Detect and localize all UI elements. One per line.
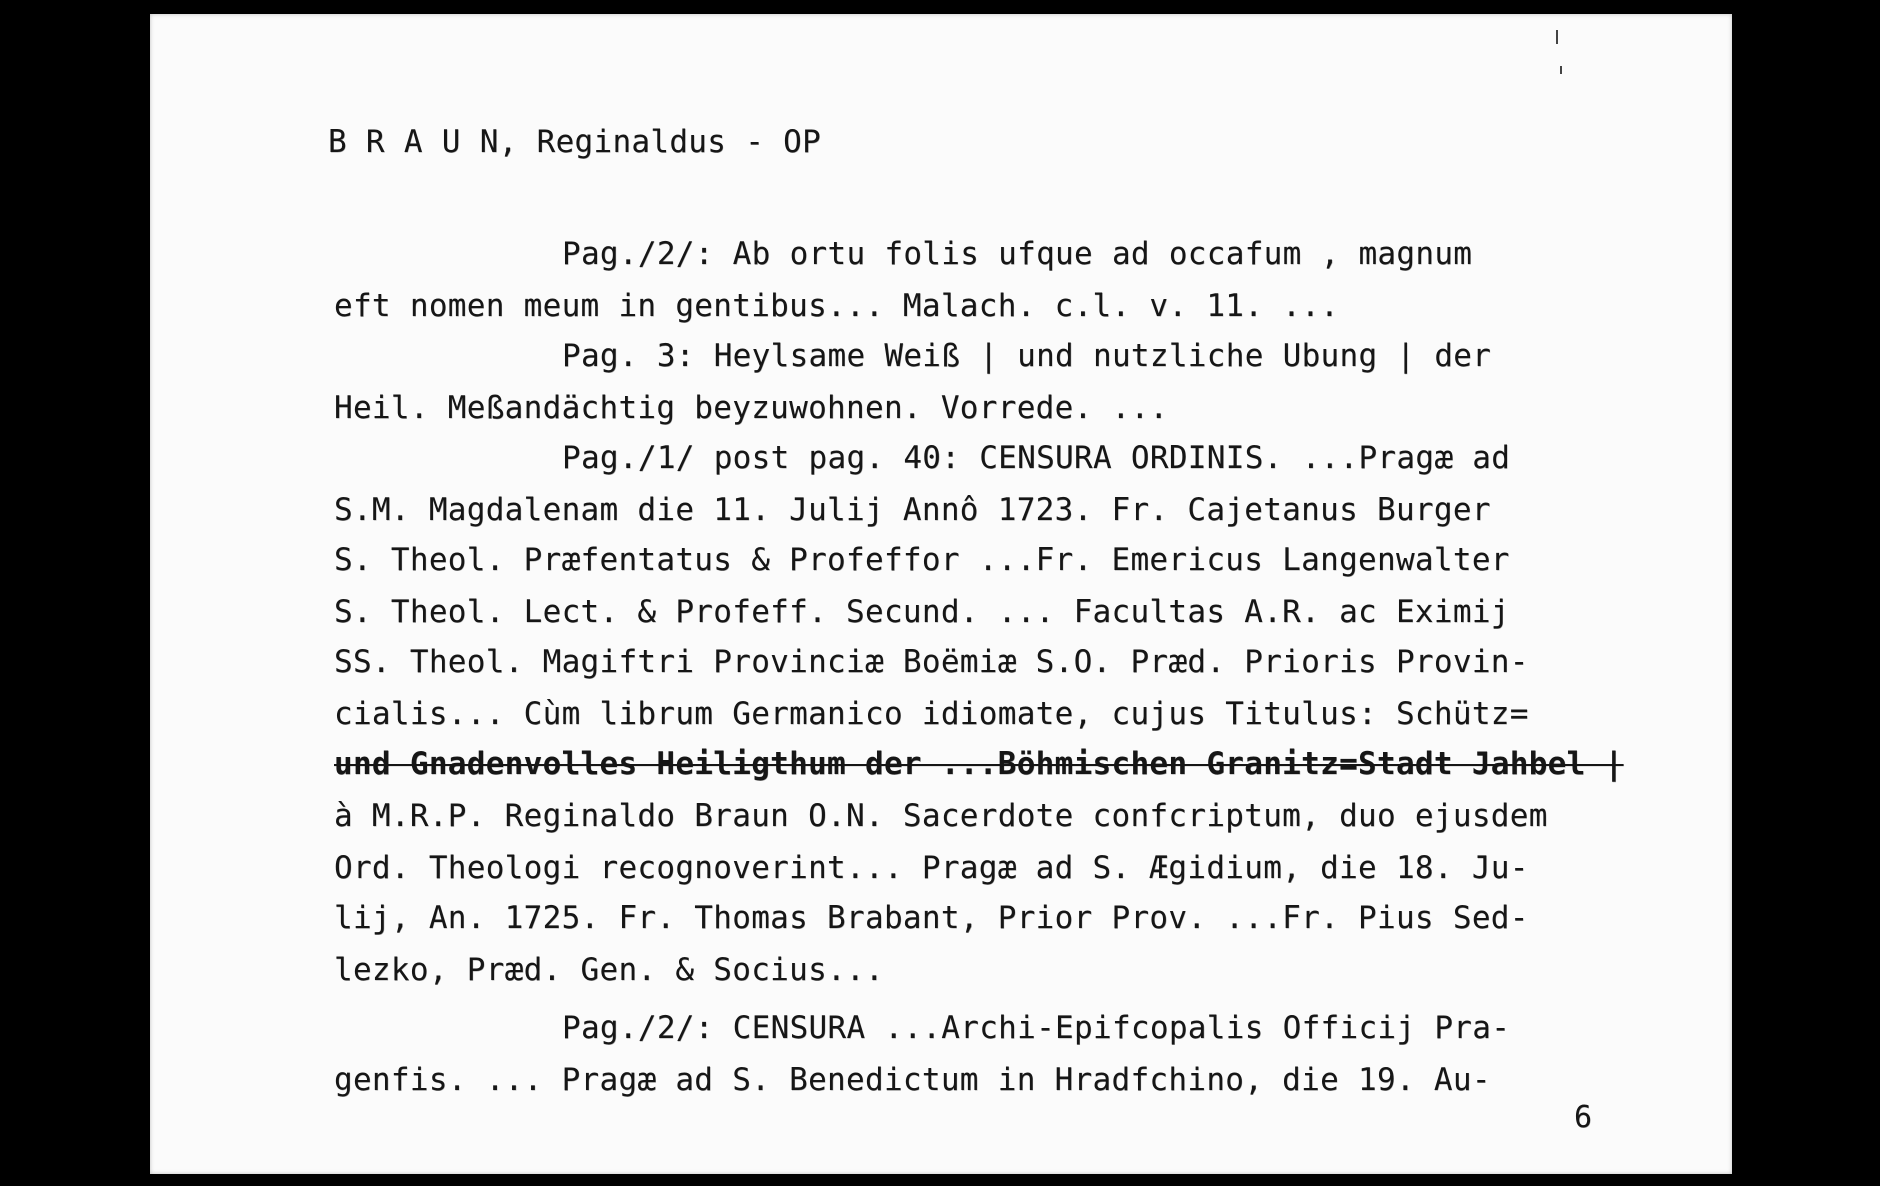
text-line-11: [334, 738, 1624, 790]
text-line-5: Pag./1/ post pag. 40: CENSURA ORDINIS. ...Pragæ ad: [562, 440, 1511, 476]
text-line-9: SS. Theol. Magiftri Provinciæ Boëmiæ S.O. Præd. Prioris Provin-: [334, 644, 1529, 680]
text-line-14: lij, An. 1725. Fr. Thomas Brabant, Prior Prov. ...Fr. Pius Sed-: [334, 900, 1529, 936]
page-number: 6: [1574, 1100, 1593, 1135]
text-line-1: Pag./2/: Ab ortu folis ufque ad occafum , magnum: [562, 236, 1473, 272]
text-line-17: genfis. ... Pragæ ad S. Benedictum in Hradfchino, die 19. Au-: [334, 1062, 1491, 1098]
catalog-card: [150, 14, 1732, 1174]
text-line-16: Pag./2/: CENSURA ...Archi-Epifcopalis Officij Pra-: [562, 1010, 1511, 1046]
text-line-13: Ord. Theologi recognoverint... Pragæ ad S. Ægidium, die 18. Ju-: [334, 850, 1529, 886]
text-line-12: à M.R.P. Reginaldo Braun O.N. Sacerdote confcriptum, duo ejusdem: [334, 798, 1548, 834]
text-line-7: S. Theol. Præfentatus & Profeffor ...Fr. Emericus Langenwalter: [334, 542, 1510, 578]
text-line-4: Heil. Meßandächtig beyzuwohnen. Vorrede. ...: [334, 390, 1169, 426]
scan-speck: [1560, 66, 1562, 74]
text-line-6: S.M. Magdalenam die 11. Julij Annô 1723. Fr. Cajetanus Burger: [334, 492, 1491, 528]
scan-speck: [1556, 30, 1558, 44]
text-line-15: lezko, Præd. Gen. & Socius...: [334, 952, 884, 988]
text-line-8: S. Theol. Lect. & Profeff. Secund. ... Facultas A.R. ac Eximij: [334, 594, 1510, 630]
card-heading: B R A U N, Reginaldus - OP: [328, 124, 822, 160]
text-line-10: cialis... Cùm librum Germanico idiomate, cujus Titulus: Schütz=: [334, 696, 1529, 732]
text-line-2: eft nomen meum in gentibus... Malach. c.l. v. 11. ...: [334, 288, 1340, 324]
text-line-3: Pag. 3: Heylsame Weiß | und nutzliche Ubung | der: [562, 338, 1492, 374]
struck-title: und Gnadenvolles Heiligthum der ...Böhmischen Granitz=Stadt Jahbel |: [334, 746, 1624, 782]
